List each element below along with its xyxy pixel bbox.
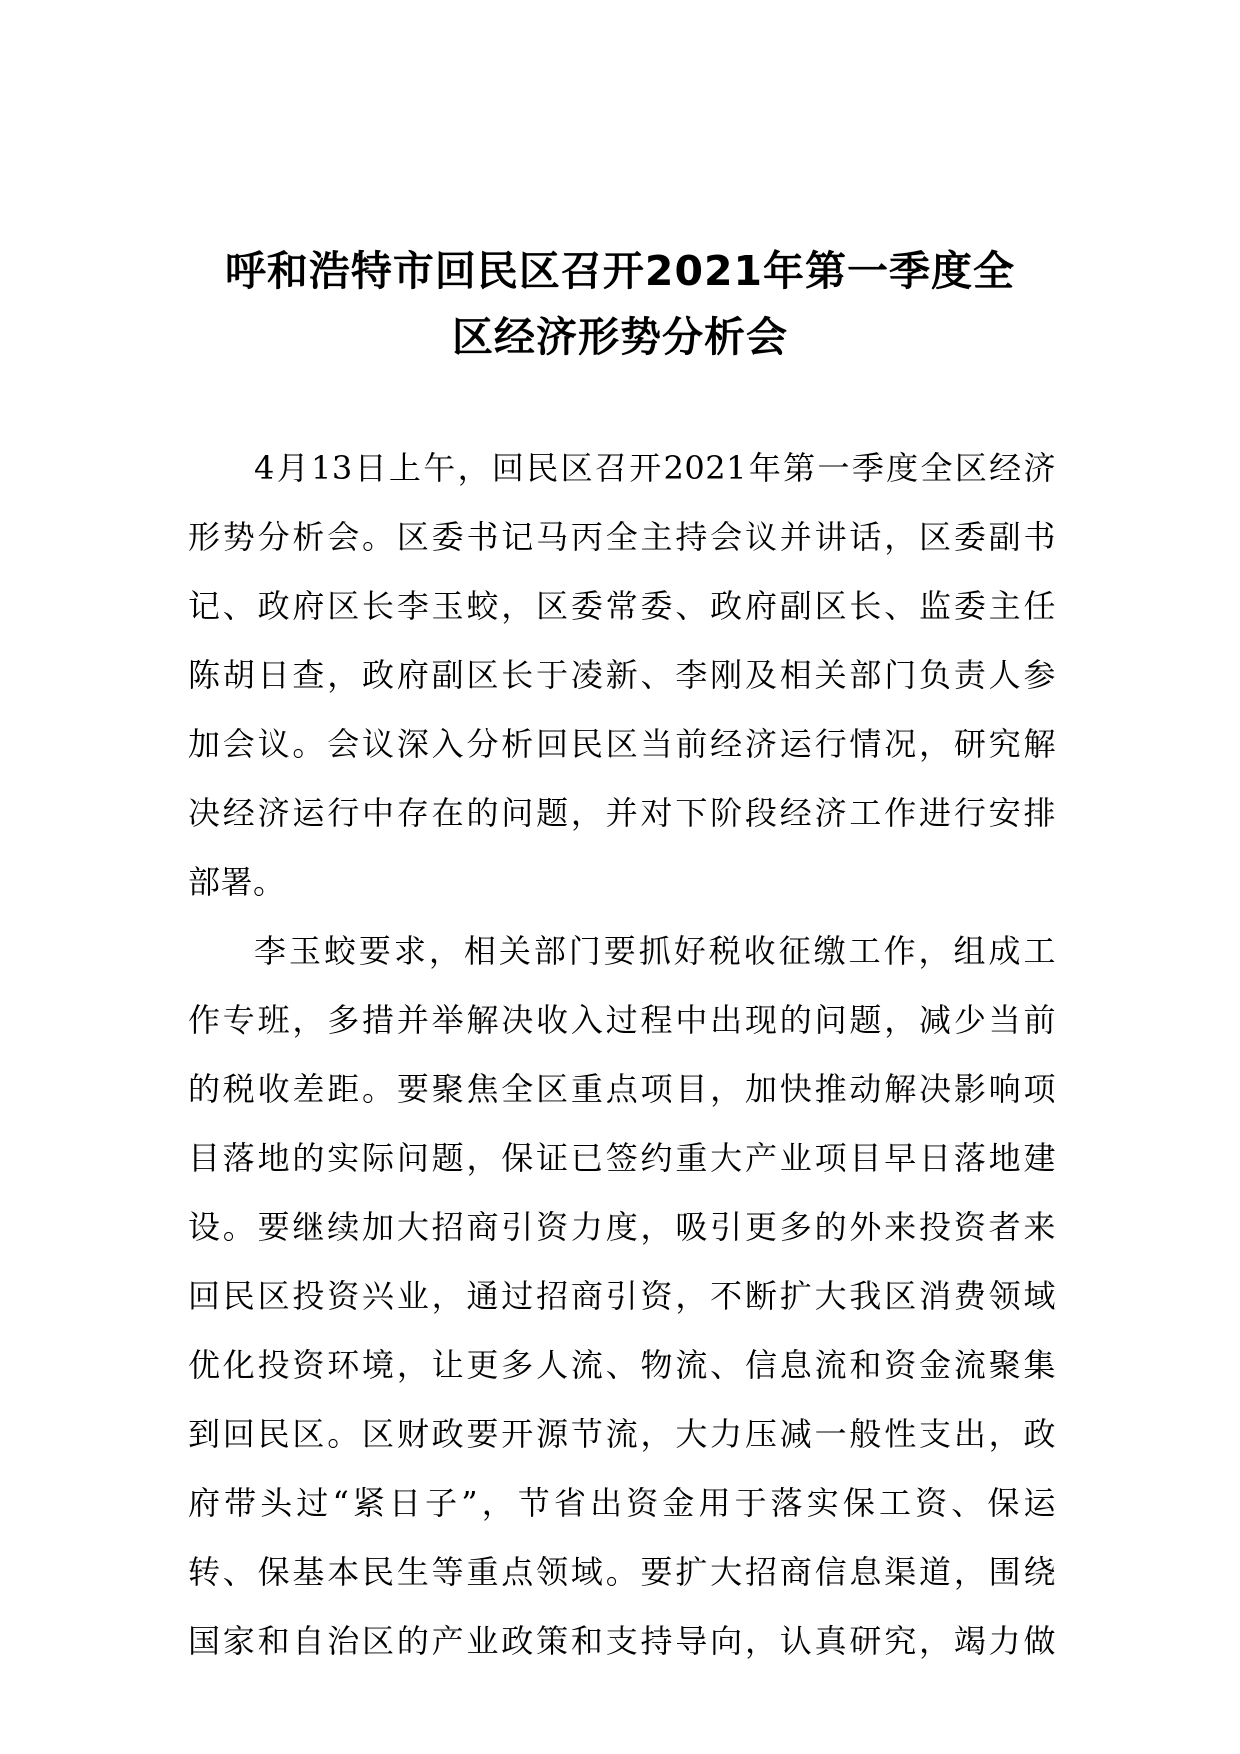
- paragraph-line: 目落地的实际问题，保证已签约重大产业项目早日落地建: [188, 1139, 1056, 1177]
- paragraph-1: [188, 434, 1056, 917]
- paragraph-line: 府带头过“紧日子”，节省出资金用于落实保工资、保运: [188, 1484, 1056, 1522]
- title-line: 区经济形势分析会: [452, 313, 788, 361]
- paragraph-line: 李玉蛟要求，相关部门要抓好税收征缴工作，组成工: [254, 932, 1056, 970]
- paragraph-line: 转、保基本民生等重点领域。要扩大招商信息渠道，围绕: [188, 1553, 1056, 1591]
- paragraph-line: 4月13日上午，回民区召开2021年第一季度全区经济: [254, 449, 1056, 487]
- document-title: [185, 238, 1055, 370]
- paragraph-line: 到回民区。区财政要开源节流，大力压减一般性支出，政: [188, 1415, 1056, 1453]
- paragraph-line: 加会议。会议深入分析回民区当前经济运行情况，研究解: [188, 725, 1056, 763]
- paragraph-line: 作专班，多措并举解决收入过程中出现的问题，减少当前: [188, 1001, 1056, 1039]
- paragraph-line: 形势分析会。区委书记马丙全主持会议并讲话，区委副书: [188, 518, 1056, 556]
- title-line: 呼和浩特市回民区召开2021年第一季度全: [224, 247, 1016, 295]
- paragraph-line: 回民区投资兴业，通过招商引资，不断扩大我区消费领域: [188, 1277, 1056, 1315]
- paragraph-2: [188, 917, 1056, 1676]
- paragraph-line: 部署。: [188, 863, 286, 901]
- paragraph-line: 设。要继续加大招商引资力度，吸引更多的外来投资者来: [188, 1208, 1056, 1246]
- paragraph-line: 的税收差距。要聚焦全区重点项目，加快推动解决影响项: [188, 1070, 1056, 1108]
- paragraph-line: 优化投资环境，让更多人流、物流、信息流和资金流聚集: [188, 1346, 1056, 1384]
- paragraph-line: 记、政府区长李玉蛟，区委常委、政府副区长、监委主任: [188, 587, 1056, 625]
- paragraph-line: 决经济运行中存在的问题，并对下阶段经济工作进行安排: [188, 794, 1056, 832]
- paragraph-line: 国家和自治区的产业政策和支持导向，认真研究，竭力做: [188, 1622, 1056, 1660]
- paragraph-line: 陈胡日查，政府副区长于凌新、李刚及相关部门负责人参: [188, 656, 1056, 694]
- document-body: [188, 434, 1056, 1676]
